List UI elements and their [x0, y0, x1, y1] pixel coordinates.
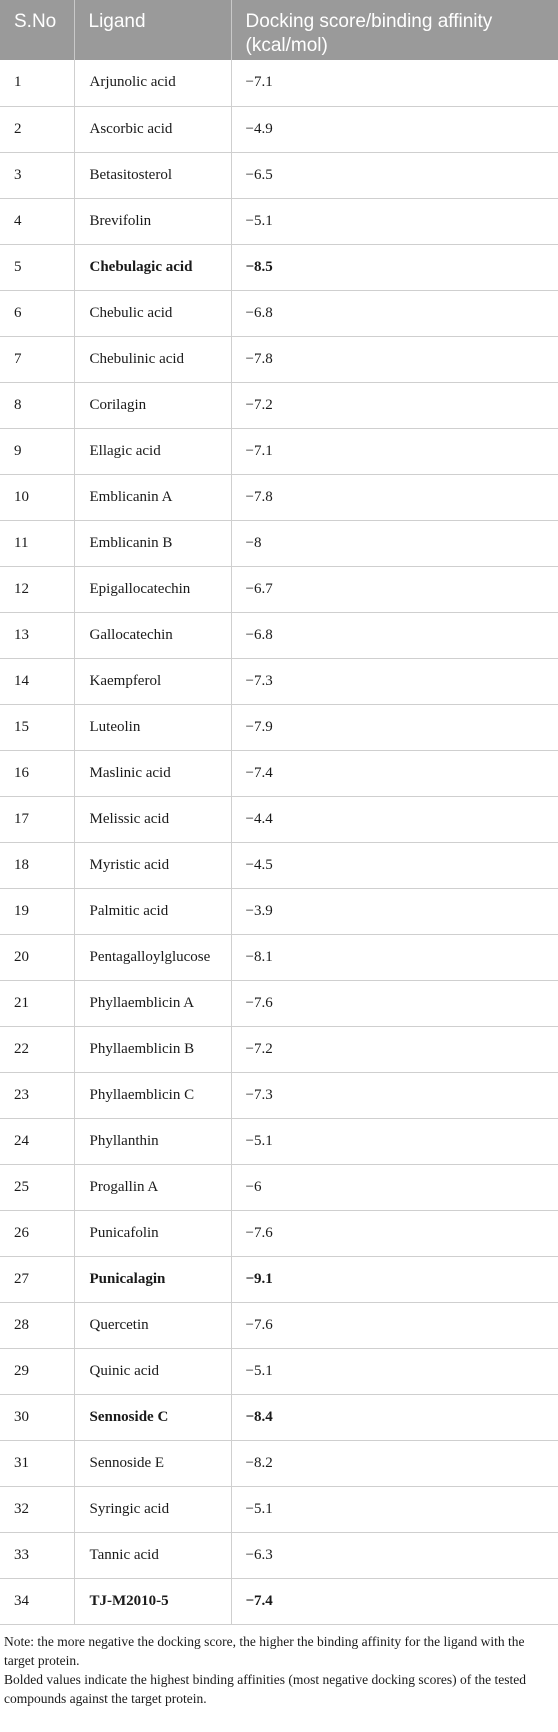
cell-ligand: Punicalagin [74, 1256, 231, 1302]
cell-sno: 8 [0, 382, 74, 428]
table-row [0, 1532, 558, 1578]
cell-docking-score: −8.1 [231, 934, 558, 980]
cell-docking-score: −6.3 [231, 1532, 558, 1578]
cell-ligand: Sennoside C [74, 1394, 231, 1440]
cell-ligand: Sennoside E [74, 1440, 231, 1486]
cell-sno: 6 [0, 290, 74, 336]
cell-sno: 29 [0, 1348, 74, 1394]
cell-ligand: Ascorbic acid [74, 106, 231, 152]
cell-docking-score: −7.8 [231, 474, 558, 520]
table-row [0, 244, 558, 290]
cell-sno: 27 [0, 1256, 74, 1302]
cell-ligand: Progallin A [74, 1164, 231, 1210]
cell-sno: 21 [0, 980, 74, 1026]
cell-docking-score: −6.7 [231, 566, 558, 612]
table-row [0, 336, 558, 382]
cell-ligand: Chebulinic acid [74, 336, 231, 382]
cell-sno: 28 [0, 1302, 74, 1348]
header-docking-score: Docking score/binding affinity (kcal/mol) [231, 0, 558, 60]
table-notes [0, 1625, 558, 1708]
cell-sno: 23 [0, 1072, 74, 1118]
cell-docking-score: −7.6 [231, 1210, 558, 1256]
table-row [0, 1348, 558, 1394]
cell-sno: 7 [0, 336, 74, 382]
cell-sno: 33 [0, 1532, 74, 1578]
cell-sno: 19 [0, 888, 74, 934]
cell-ligand: Arjunolic acid [74, 60, 231, 106]
cell-docking-score: −7.2 [231, 1026, 558, 1072]
table-row [0, 60, 558, 106]
cell-sno: 2 [0, 106, 74, 152]
cell-sno: 26 [0, 1210, 74, 1256]
cell-sno: 10 [0, 474, 74, 520]
cell-ligand: Kaempferol [74, 658, 231, 704]
table-row [0, 428, 558, 474]
table-row [0, 198, 558, 244]
cell-sno: 24 [0, 1118, 74, 1164]
note-bolded-values: Bolded values indicate the highest binding affinities (most negative docking scores) of the tested compounds against the target protein. [4, 1671, 526, 1706]
table-row [0, 106, 558, 152]
table-row [0, 1440, 558, 1486]
table-row [0, 474, 558, 520]
cell-sno: 5 [0, 244, 74, 290]
cell-docking-score: −8.2 [231, 1440, 558, 1486]
table-row [0, 1256, 558, 1302]
cell-docking-score: −8.5 [231, 244, 558, 290]
cell-sno: 11 [0, 520, 74, 566]
cell-sno: 20 [0, 934, 74, 980]
cell-ligand: Phyllaemblicin B [74, 1026, 231, 1072]
table-row [0, 1026, 558, 1072]
cell-docking-score: −6.8 [231, 290, 558, 336]
cell-ligand: Chebulagic acid [74, 244, 231, 290]
cell-sno: 30 [0, 1394, 74, 1440]
table-row [0, 704, 558, 750]
cell-sno: 18 [0, 842, 74, 888]
cell-sno: 17 [0, 796, 74, 842]
cell-sno: 31 [0, 1440, 74, 1486]
cell-docking-score: −7.6 [231, 980, 558, 1026]
cell-docking-score: −7.1 [231, 428, 558, 474]
cell-docking-score: −7.6 [231, 1302, 558, 1348]
cell-ligand: Quinic acid [74, 1348, 231, 1394]
cell-docking-score: −4.5 [231, 842, 558, 888]
cell-docking-score: −5.1 [231, 1118, 558, 1164]
cell-ligand: Epigallocatechin [74, 566, 231, 612]
cell-sno: 32 [0, 1486, 74, 1532]
cell-sno: 16 [0, 750, 74, 796]
table-row [0, 612, 558, 658]
cell-docking-score: −7.9 [231, 704, 558, 750]
table-row [0, 842, 558, 888]
cell-sno: 34 [0, 1578, 74, 1624]
cell-docking-score: −5.1 [231, 1486, 558, 1532]
cell-ligand: Phyllaemblicin A [74, 980, 231, 1026]
cell-ligand: Luteolin [74, 704, 231, 750]
table-row [0, 888, 558, 934]
cell-ligand: Brevifolin [74, 198, 231, 244]
cell-sno: 4 [0, 198, 74, 244]
cell-docking-score: −6 [231, 1164, 558, 1210]
note-more-negative: Note: the more negative the docking score, the higher the binding affinity for the ligand with the target protein. [4, 1633, 525, 1668]
cell-ligand: Myristic acid [74, 842, 231, 888]
cell-ligand: Corilagin [74, 382, 231, 428]
cell-docking-score: −7.2 [231, 382, 558, 428]
cell-docking-score: −7.8 [231, 336, 558, 382]
table-row [0, 520, 558, 566]
cell-docking-score: −5.1 [231, 198, 558, 244]
table-row [0, 1072, 558, 1118]
cell-docking-score: −7.1 [231, 60, 558, 106]
table-row [0, 658, 558, 704]
cell-sno: 1 [0, 60, 74, 106]
table-row [0, 1486, 558, 1532]
cell-ligand: Phyllaemblicin C [74, 1072, 231, 1118]
cell-ligand: Syringic acid [74, 1486, 231, 1532]
cell-ligand: Palmitic acid [74, 888, 231, 934]
table-row [0, 980, 558, 1026]
cell-sno: 13 [0, 612, 74, 658]
table-row [0, 1210, 558, 1256]
cell-docking-score: −3.9 [231, 888, 558, 934]
cell-sno: 15 [0, 704, 74, 750]
cell-ligand: Maslinic acid [74, 750, 231, 796]
cell-sno: 22 [0, 1026, 74, 1072]
cell-docking-score: −7.3 [231, 1072, 558, 1118]
table-row [0, 290, 558, 336]
header-ligand: Ligand [74, 0, 231, 60]
cell-ligand: Pentagalloylglucose [74, 934, 231, 980]
cell-ligand: Betasitosterol [74, 152, 231, 198]
cell-sno: 12 [0, 566, 74, 612]
table-row [0, 934, 558, 980]
table-row [0, 566, 558, 612]
table-row [0, 1578, 558, 1624]
cell-docking-score: −6.5 [231, 152, 558, 198]
cell-ligand: Punicafolin [74, 1210, 231, 1256]
cell-sno: 25 [0, 1164, 74, 1210]
cell-sno: 14 [0, 658, 74, 704]
header-row [0, 0, 558, 60]
cell-ligand: Melissic acid [74, 796, 231, 842]
cell-docking-score: −7.4 [231, 1578, 558, 1624]
cell-ligand: TJ-M2010-5 [74, 1578, 231, 1624]
cell-docking-score: −9.1 [231, 1256, 558, 1302]
cell-ligand: Phyllanthin [74, 1118, 231, 1164]
table-row [0, 152, 558, 198]
table-header [0, 0, 558, 60]
cell-ligand: Quercetin [74, 1302, 231, 1348]
table-body [0, 60, 558, 1624]
cell-ligand: Chebulic acid [74, 290, 231, 336]
cell-docking-score: −8 [231, 520, 558, 566]
table-row [0, 796, 558, 842]
cell-ligand: Emblicanin B [74, 520, 231, 566]
table-row [0, 382, 558, 428]
cell-sno: 9 [0, 428, 74, 474]
cell-docking-score: −7.4 [231, 750, 558, 796]
cell-ligand: Ellagic acid [74, 428, 231, 474]
cell-ligand: Tannic acid [74, 1532, 231, 1578]
cell-sno: 3 [0, 152, 74, 198]
cell-docking-score: −5.1 [231, 1348, 558, 1394]
table-row [0, 1118, 558, 1164]
cell-docking-score: −4.9 [231, 106, 558, 152]
cell-docking-score: −8.4 [231, 1394, 558, 1440]
table-row [0, 750, 558, 796]
cell-ligand: Emblicanin A [74, 474, 231, 520]
cell-docking-score: −4.4 [231, 796, 558, 842]
table-row [0, 1394, 558, 1440]
cell-ligand: Gallocatechin [74, 612, 231, 658]
cell-docking-score: −6.8 [231, 612, 558, 658]
header-sno: S.No [0, 0, 74, 60]
cell-docking-score: −7.3 [231, 658, 558, 704]
table-row [0, 1302, 558, 1348]
table-row [0, 1164, 558, 1210]
